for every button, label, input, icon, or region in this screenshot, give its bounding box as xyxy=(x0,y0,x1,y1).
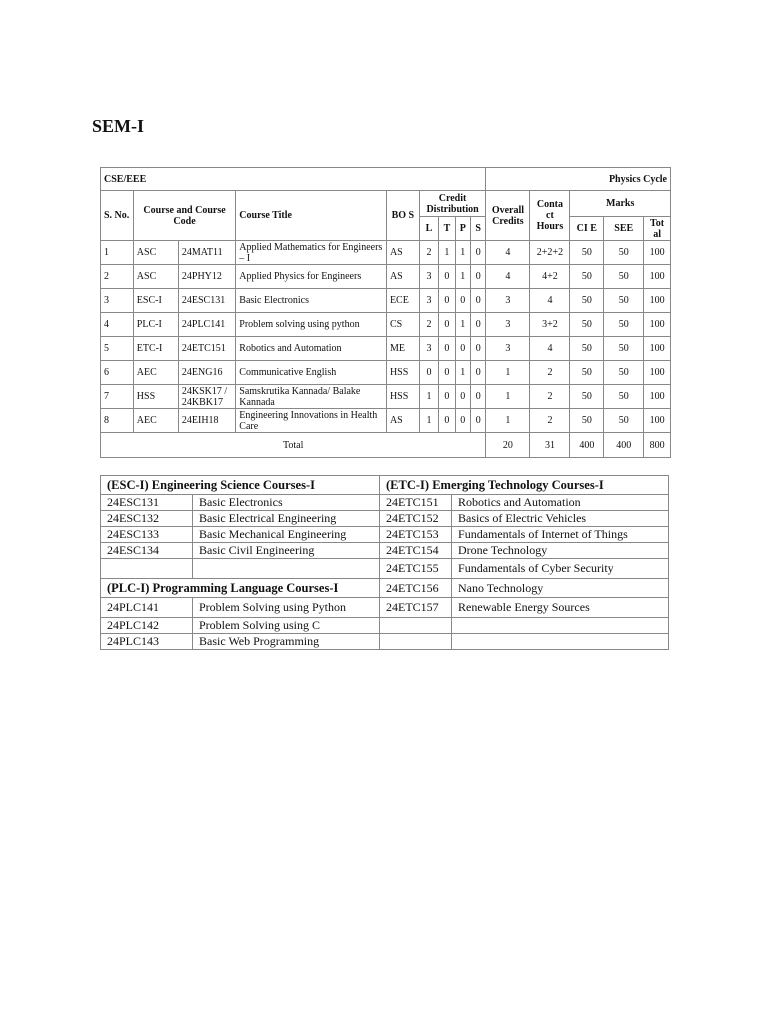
row-t: 0 xyxy=(439,337,455,361)
row-course-title: Communicative English xyxy=(236,361,387,385)
header-row xyxy=(101,191,671,217)
empty-cell xyxy=(380,634,452,650)
empty-cell xyxy=(380,618,452,634)
row-contact-hours: 2 xyxy=(530,361,570,385)
row-course-code: 24EIH18 xyxy=(178,409,235,433)
row-category: PLC-I xyxy=(133,313,178,337)
elective-table xyxy=(100,475,669,650)
row-credits: 3 xyxy=(486,313,530,337)
row-cie: 50 xyxy=(570,289,604,313)
row-l: 1 xyxy=(419,409,438,433)
col-marks: Marks xyxy=(570,191,671,217)
row-total: 100 xyxy=(644,313,671,337)
row-s: 0 xyxy=(470,409,485,433)
row-total: 100 xyxy=(644,241,671,265)
row-bos: AS xyxy=(386,241,419,265)
total-cie: 400 xyxy=(570,433,604,458)
etc-code: 24ETC154 xyxy=(380,543,452,559)
row-course-code: 24ENG16 xyxy=(178,361,235,385)
row-p: 0 xyxy=(455,385,470,409)
row-course-code: 24ETC151 xyxy=(178,337,235,361)
row-course-title: Applied Mathematics for Engineers – I xyxy=(236,241,387,265)
col-l: L xyxy=(419,217,438,241)
row-sno: 6 xyxy=(101,361,134,385)
total-hours: 31 xyxy=(530,433,570,458)
row-cie: 50 xyxy=(570,337,604,361)
row-credits: 3 xyxy=(486,337,530,361)
row-total: 100 xyxy=(644,409,671,433)
total-row xyxy=(101,433,671,458)
dept-label: CSE/EEE xyxy=(101,168,486,191)
row-t: 1 xyxy=(439,241,455,265)
row-bos: CS xyxy=(386,313,419,337)
row-category: ETC-I xyxy=(133,337,178,361)
row-sno: 8 xyxy=(101,409,134,433)
row-see: 50 xyxy=(604,241,644,265)
etc-name: Fundamentals of Internet of Things xyxy=(452,527,669,543)
row-p: 0 xyxy=(455,337,470,361)
row-contact-hours: 4 xyxy=(530,289,570,313)
row-s: 0 xyxy=(470,241,485,265)
row-see: 50 xyxy=(604,385,644,409)
row-sno: 5 xyxy=(101,337,134,361)
row-s: 0 xyxy=(470,313,485,337)
row-course-title: Engineering Innovations in Health Care xyxy=(236,409,387,433)
col-overall-credits: Overall Credits xyxy=(486,191,530,241)
col-code: Course and Course Code xyxy=(133,191,235,241)
plc-code: 24PLC141 xyxy=(101,598,193,618)
row-sno: 4 xyxy=(101,313,134,337)
row-cie: 50 xyxy=(570,385,604,409)
row-bos: ECE xyxy=(386,289,419,313)
row-category: AEC xyxy=(133,361,178,385)
etc-code: 24ETC157 xyxy=(380,598,452,618)
row-course-code: 24ESC131 xyxy=(178,289,235,313)
etc-code: 24ETC156 xyxy=(380,579,452,598)
row-bos: HSS xyxy=(386,385,419,409)
etc-name: Fundamentals of Cyber Security xyxy=(452,559,669,579)
table-row xyxy=(101,313,671,337)
row-category: ESC-I xyxy=(133,289,178,313)
row-total: 100 xyxy=(644,361,671,385)
row-contact-hours: 4 xyxy=(530,337,570,361)
esc-code: 24ESC131 xyxy=(101,495,193,511)
row-total: 100 xyxy=(644,337,671,361)
row-s: 0 xyxy=(470,337,485,361)
esc-name: Basic Electronics xyxy=(193,495,380,511)
esc-name: Basic Mechanical Engineering xyxy=(193,527,380,543)
plc-code: 24PLC142 xyxy=(101,618,193,634)
table-row xyxy=(101,385,671,409)
row-sno: 2 xyxy=(101,265,134,289)
total-label: Total xyxy=(101,433,486,458)
row-sno: 7 xyxy=(101,385,134,409)
row-see: 50 xyxy=(604,409,644,433)
row-total: 100 xyxy=(644,265,671,289)
row-p: 1 xyxy=(455,265,470,289)
etc-code: 24ETC155 xyxy=(380,559,452,579)
row-bos: HSS xyxy=(386,361,419,385)
row-see: 50 xyxy=(604,361,644,385)
row-p: 0 xyxy=(455,409,470,433)
row-p: 0 xyxy=(455,289,470,313)
row-cie: 50 xyxy=(570,361,604,385)
row-contact-hours: 2 xyxy=(530,385,570,409)
etc-code: 24ETC152 xyxy=(380,511,452,527)
esc-code: 24ESC133 xyxy=(101,527,193,543)
esc-code: 24ESC132 xyxy=(101,511,193,527)
row-sno: 3 xyxy=(101,289,134,313)
col-t: T xyxy=(439,217,455,241)
row-bos: AS xyxy=(386,265,419,289)
table-row xyxy=(101,265,671,289)
etc-name: Renewable Energy Sources xyxy=(452,598,669,618)
row-bos: ME xyxy=(386,337,419,361)
row-t: 0 xyxy=(439,409,455,433)
row-cie: 50 xyxy=(570,313,604,337)
row-course-title: Samskrutika Kannada/ Balake Kannada xyxy=(236,385,387,409)
row-course-title: Applied Physics for Engineers xyxy=(236,265,387,289)
row-course-title: Robotics and Automation xyxy=(236,337,387,361)
row-bos: AS xyxy=(386,409,419,433)
row-credits: 4 xyxy=(486,241,530,265)
row-cie: 50 xyxy=(570,409,604,433)
row-t: 0 xyxy=(439,265,455,289)
col-sno: S. No. xyxy=(101,191,134,241)
table-row xyxy=(101,409,671,433)
row-s: 0 xyxy=(470,361,485,385)
etc-name: Robotics and Automation xyxy=(452,495,669,511)
row-category: HSS xyxy=(133,385,178,409)
row-credits: 1 xyxy=(486,385,530,409)
row-see: 50 xyxy=(604,337,644,361)
cycle-label: Physics Cycle xyxy=(486,168,671,191)
row-credits: 4 xyxy=(486,265,530,289)
plc-heading: (PLC-I) Programming Language Courses-I xyxy=(101,579,380,598)
row-cie: 50 xyxy=(570,265,604,289)
row-l: 2 xyxy=(419,241,438,265)
etc-name: Nano Technology xyxy=(452,579,669,598)
total-credits: 20 xyxy=(486,433,530,458)
total-see: 400 xyxy=(604,433,644,458)
col-see: SEE xyxy=(604,217,644,241)
empty-cell xyxy=(452,618,669,634)
row-contact-hours: 4+2 xyxy=(530,265,570,289)
col-total: Tot al xyxy=(644,217,671,241)
row-t: 0 xyxy=(439,313,455,337)
etc-name: Basics of Electric Vehicles xyxy=(452,511,669,527)
col-contact-hours: Conta ct Hours xyxy=(530,191,570,241)
esc-name: Basic Electrical Engineering xyxy=(193,511,380,527)
table-row xyxy=(101,289,671,313)
row-t: 0 xyxy=(439,385,455,409)
col-p: P xyxy=(455,217,470,241)
row-l: 3 xyxy=(419,337,438,361)
row-credits: 1 xyxy=(486,409,530,433)
esc-name: Basic Civil Engineering xyxy=(193,543,380,559)
row-s: 0 xyxy=(470,289,485,313)
col-bos: BO S xyxy=(386,191,419,241)
row-course-code: 24MAT11 xyxy=(178,241,235,265)
row-p: 1 xyxy=(455,361,470,385)
esc-code: 24ESC134 xyxy=(101,543,193,559)
row-course-code: 24PLC141 xyxy=(178,313,235,337)
row-course-code: 24KSK17 / 24KBK17 xyxy=(178,385,235,409)
row-contact-hours: 2 xyxy=(530,409,570,433)
row-l: 2 xyxy=(419,313,438,337)
row-s: 0 xyxy=(470,265,485,289)
plc-name: Problem Solving using Python xyxy=(193,598,380,618)
row-credits: 3 xyxy=(486,289,530,313)
col-title: Course Title xyxy=(236,191,387,241)
empty-cell xyxy=(452,634,669,650)
row-p: 1 xyxy=(455,313,470,337)
etc-code: 24ETC151 xyxy=(380,495,452,511)
row-credits: 1 xyxy=(486,361,530,385)
row-s: 0 xyxy=(470,385,485,409)
row-cie: 50 xyxy=(570,241,604,265)
empty-cell xyxy=(101,559,193,579)
row-contact-hours: 3+2 xyxy=(530,313,570,337)
plc-code: 24PLC143 xyxy=(101,634,193,650)
table-row xyxy=(101,361,671,385)
row-total: 100 xyxy=(644,289,671,313)
row-contact-hours: 2+2+2 xyxy=(530,241,570,265)
row-category: ASC xyxy=(133,265,178,289)
row-course-title: Basic Electronics xyxy=(236,289,387,313)
page-title: SEM-I xyxy=(92,116,145,136)
row-see: 50 xyxy=(604,265,644,289)
row-l: 0 xyxy=(419,361,438,385)
row-total: 100 xyxy=(644,385,671,409)
row-category: ASC xyxy=(133,241,178,265)
plc-name: Basic Web Programming xyxy=(193,634,380,650)
table-row xyxy=(101,241,671,265)
table-caption-row xyxy=(101,168,671,191)
row-l: 1 xyxy=(419,385,438,409)
total-marks: 800 xyxy=(644,433,671,458)
row-t: 0 xyxy=(439,361,455,385)
row-category: AEC xyxy=(133,409,178,433)
plc-name: Problem Solving using C xyxy=(193,618,380,634)
empty-cell xyxy=(193,559,380,579)
row-t: 0 xyxy=(439,289,455,313)
table-row xyxy=(101,337,671,361)
row-p: 1 xyxy=(455,241,470,265)
etc-name: Drone Technology xyxy=(452,543,669,559)
row-sno: 1 xyxy=(101,241,134,265)
col-s: S xyxy=(470,217,485,241)
curriculum-table xyxy=(100,167,671,458)
row-see: 50 xyxy=(604,289,644,313)
etc-code: 24ETC153 xyxy=(380,527,452,543)
row-l: 3 xyxy=(419,289,438,313)
row-course-code: 24PHY12 xyxy=(178,265,235,289)
col-credit-distribution: Credit Distribution xyxy=(419,191,486,217)
col-cie: CI E xyxy=(570,217,604,241)
row-course-title: Problem solving using python xyxy=(236,313,387,337)
esc-heading: (ESC-I) Engineering Science Courses-I xyxy=(101,476,380,495)
curriculum-body xyxy=(101,241,671,433)
etc-heading: (ETC-I) Emerging Technology Courses-I xyxy=(380,476,669,495)
row-l: 3 xyxy=(419,265,438,289)
row-see: 50 xyxy=(604,313,644,337)
